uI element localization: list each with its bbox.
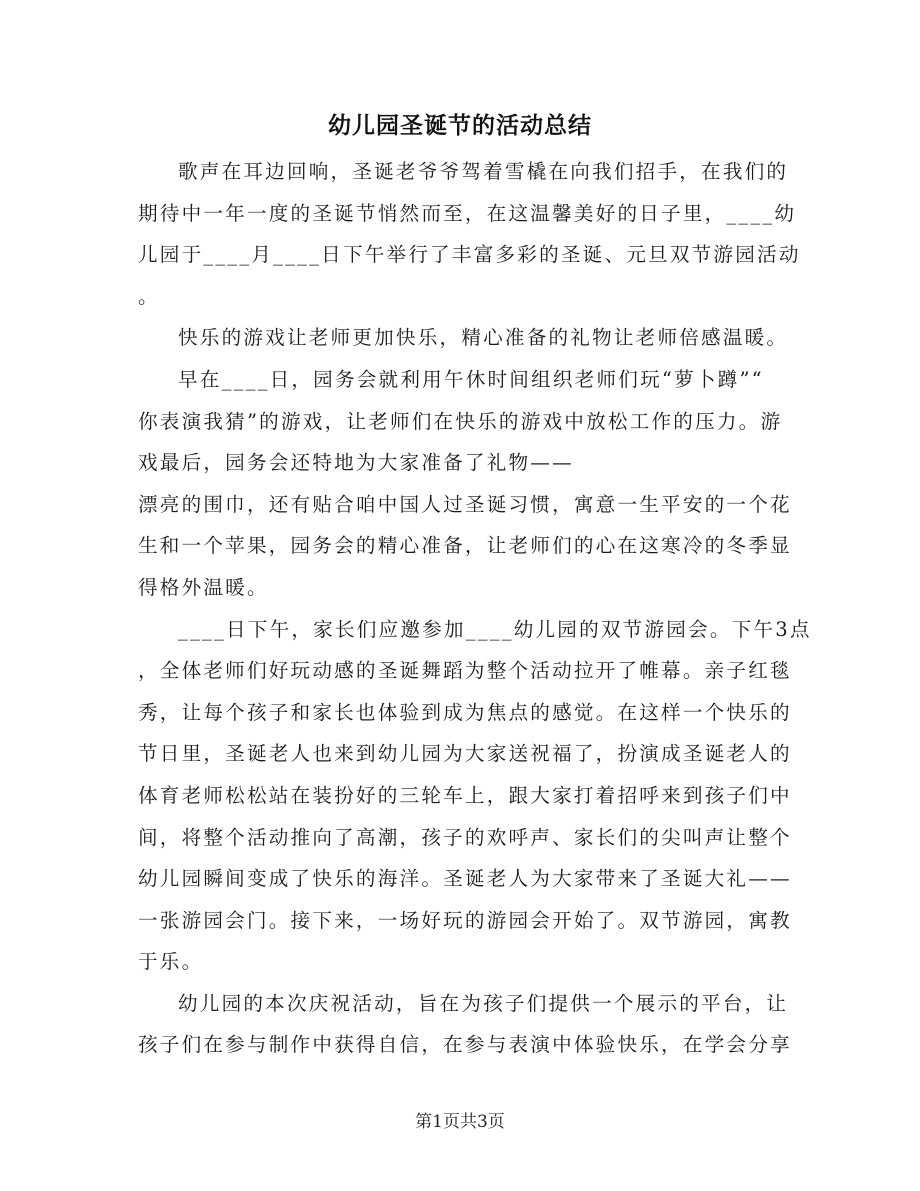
text-line: 得格外温暖。	[138, 575, 269, 599]
text-line: 间，将整个活动推向了高潮，孩子的欢呼声、家长们的尖叫声让整个	[138, 825, 792, 849]
text-line: 体育老师松松站在装扮好的三轮车上，跟大家打着招呼来到孩子们中	[138, 783, 792, 807]
document-body	[138, 151, 812, 1066]
text-line: ，全体老师们好玩动感的圣诞舞蹈为整个活动拉开了帷幕。亲子红毯	[138, 659, 792, 683]
text-line: 快乐的游戏让老师更加快乐，精心准备的礼物让老师倍感温暖。	[178, 326, 789, 350]
text-line: 生和一个苹果，园务会的精心准备，让老师们的心在这寒冷的冬季显	[138, 534, 792, 558]
text-line: 秀，让每个孩子和家长也体验到成为焦点的感觉。在这样一个快乐的	[138, 700, 792, 724]
text-line: 幼儿园瞬间变成了快乐的海洋。圣诞老人为大家带来了圣诞大礼——	[138, 867, 792, 891]
text-line: 一张游园会门。接下来，一场好玩的游园会开始了。双节游园，寓教	[138, 908, 792, 932]
text-line: 期待中一年一度的圣诞节悄然而至，在这温馨美好的日子里，____幼	[138, 201, 797, 225]
text-line: ____日下午，家长们应邀参加____幼儿园的双节游园会。下午3点	[178, 617, 812, 641]
page-indicator: 第1页共3页	[415, 1112, 505, 1132]
text-line: 歌声在耳边回响，圣诞老爷爷驾着雪橇在向我们招手，在我们的	[178, 160, 789, 183]
text-line: 幼儿园的本次庆祝活动，旨在为孩子们提供一个展示的平台，让	[178, 991, 789, 1015]
document-title: 幼儿园圣诞节的活动总结	[328, 112, 592, 139]
text-line: 漂亮的围巾，还有贴合咱中国人过圣诞习惯，寓意一生平安的一个花	[138, 492, 792, 516]
text-line: 于乐。	[138, 950, 204, 974]
text-line: 节日里，圣诞老人也来到幼儿园为大家送祝福了，扮演成圣诞老人的	[138, 742, 792, 766]
text-line: 孩子们在参与制作中获得自信，在参与表演中体验快乐，在学会分享	[138, 1033, 792, 1057]
text-line: 儿园于____月____日下午举行了丰富多彩的圣诞、元旦双节游园活动	[138, 243, 801, 267]
text-line: 早在____日，园务会就利用午休时间组织老师们玩“萝卜蹲”“	[178, 367, 764, 391]
text-line: 戏最后，园务会还特地为大家准备了礼物——	[138, 451, 574, 475]
text-line: 你表演我猜”的游戏，让老师们在快乐的游戏中放松工作的压力。游	[138, 409, 783, 433]
text-line: 。	[138, 284, 160, 308]
